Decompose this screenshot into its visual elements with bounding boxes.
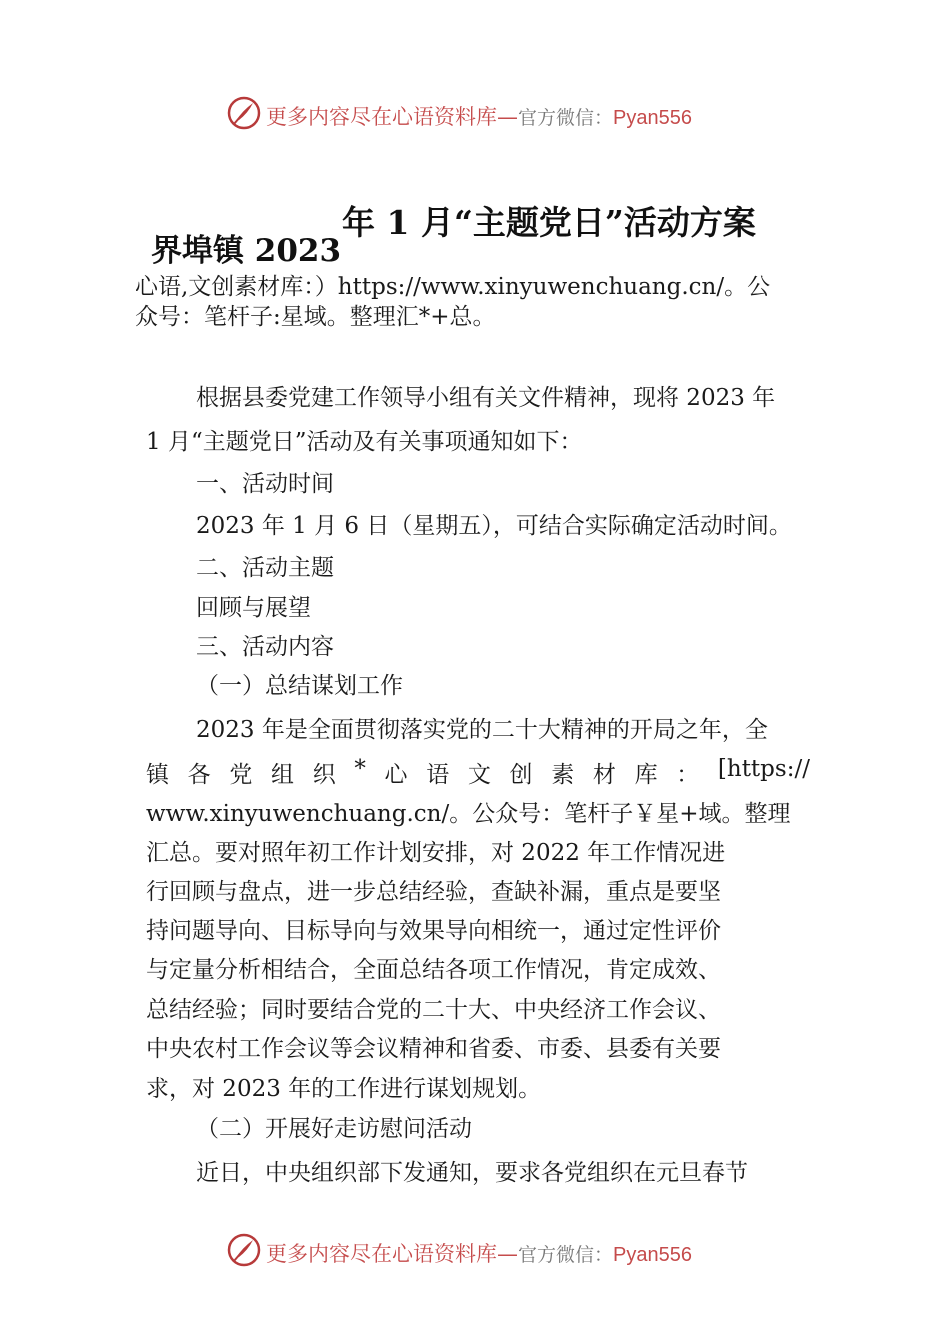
title-line-1: 年 1 月“主题党日”活动方案	[342, 203, 756, 242]
justified-char: 各	[187, 762, 211, 788]
justified-char: 语	[426, 762, 450, 788]
quill-logo-icon	[226, 1232, 262, 1268]
justified-char: 文	[467, 762, 491, 788]
justified-char: [https://	[717, 756, 810, 782]
section-2-text: 回顾与展望	[196, 595, 311, 621]
justified-char: 党	[229, 762, 253, 788]
subsection-2-heading: （二）开展好走访慰问活动	[196, 1116, 472, 1142]
justified-char: 组	[271, 762, 295, 788]
banner-label: 官方微信：	[518, 107, 614, 129]
section-2-heading: 二、活动主题	[196, 555, 334, 581]
banner-main: 更多内容尽在心语资料库	[266, 1242, 497, 1266]
para-1-line-2	[146, 756, 810, 789]
justified-char: 创	[509, 762, 533, 788]
banner-label: 官方微信：	[518, 1244, 614, 1266]
justified-char: 库	[634, 762, 658, 788]
header-banner	[0, 95, 950, 135]
justified-char: 镇	[146, 762, 169, 788]
banner-text	[266, 1238, 692, 1268]
para-1-line-5: 行回顾与盘点，进一步总结经验，查缺补漏，重点是要坚	[146, 879, 721, 905]
justified-char: 材	[592, 762, 616, 788]
para-2-line-1: 近日，中央组织部下发通知，要求各党组织在元旦春节	[196, 1160, 748, 1186]
justified-char: ：	[676, 762, 700, 788]
para-1-line-3: www.xinyuwenchuang.cn/。公众号：笔杆子￥星+域。整理	[146, 801, 791, 827]
banner-dash: —	[497, 1242, 518, 1266]
banner-main: 更多内容尽在心语资料库	[266, 105, 497, 129]
section-1-text: 2023 年 1 月 6 日（星期五），可结合实际确定活动时间。	[196, 513, 792, 539]
para-1-line-7: 与定量分析相结合，全面总结各项工作情况，肯定成效、	[146, 957, 721, 983]
intro-line-1: 根据县委党建工作领导小组有关文件精神，现将 2023 年	[196, 385, 776, 411]
para-1-line-10: 求，对 2023 年的工作进行谋划规划。	[146, 1076, 542, 1102]
banner-text	[266, 101, 692, 131]
justified-char: 织	[312, 762, 336, 788]
para-1-line-4: 汇总。要对照年初工作计划安排，对 2022 年工作情况进	[146, 840, 726, 866]
banner-id: Pyan556	[613, 107, 692, 129]
subsection-1-heading: （一）总结谋划工作	[196, 673, 403, 699]
para-1-line-8: 总结经验；同时要结合党的二十大、中央经济工作会议、	[146, 997, 721, 1023]
section-1-heading: 一、活动时间	[196, 471, 334, 497]
watermark-line-1: 心语,文创素材库：）https://www.xinyuwenchuang.cn/。公	[135, 274, 771, 300]
para-1-line-1: 2023 年是全面贯彻落实党的二十大精神的开局之年，全	[196, 717, 768, 743]
justified-char: *	[354, 756, 366, 782]
para-1-line-6: 持问题导向、目标导向与效果导向相统一，通过定性评价	[146, 918, 721, 944]
justified-char: 素	[551, 762, 575, 788]
footer-banner	[0, 1232, 950, 1272]
justified-char: 心	[384, 762, 408, 788]
title-line-2: 界埠镇 2023	[151, 233, 342, 269]
section-3-heading: 三、活动内容	[196, 634, 334, 660]
banner-id: Pyan556	[613, 1244, 692, 1266]
quill-logo-icon	[226, 95, 262, 131]
banner-dash: —	[497, 105, 518, 129]
watermark-line-2: 众号：笔杆子:星域。整理汇*+总。	[135, 304, 496, 330]
intro-line-2: 1 月“主题党日”活动及有关事项通知如下：	[146, 429, 583, 455]
para-1-line-9: 中央农村工作会议等会议精神和省委、市委、县委有关要	[146, 1036, 721, 1062]
